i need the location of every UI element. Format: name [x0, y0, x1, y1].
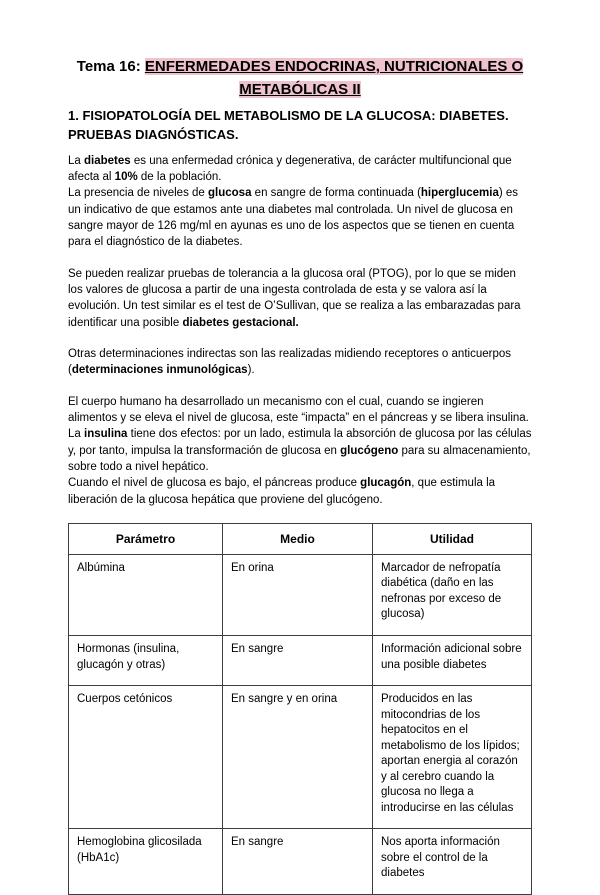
paragraph-block-intro: [68, 153, 532, 251]
text-run: , que estimula la liberación de la glucosa hepática que proviene del glucógeno.: [68, 477, 496, 506]
text-run: Se pueden realizar pruebas de tolerancia a la glucosa oral (PTOG), por lo que se miden los valores de glucosa a partir de una ingesta controlada de esta y se valora así la evolución. Un test similar es el test de O’Sullivan, que se realiza a las embarazadas para identificar una posible: [68, 267, 521, 329]
bold-text-run: glucosa: [208, 187, 252, 200]
table-header-medio: Medio: [223, 523, 373, 554]
paragraph-diabetes-definition: [68, 153, 532, 186]
text-run: en sangre de forma continuada (: [251, 187, 421, 200]
bold-text-run: 10%: [114, 171, 138, 184]
text-run: ) es un indicativo de que estamos ante una diabetes mal controlada. Un nivel de glucosa en sangre mayor de 126 mg/ml en ayunas es uno de los aspectos que se tienen en cuenta para el diagnóstico de la diabetes.: [68, 187, 519, 249]
table-header-row: [69, 523, 532, 554]
text-run: es una enfermedad crónica y degenerativa, de carácter multifuncional que afecta al: [68, 154, 512, 184]
parameters-table: [68, 523, 532, 895]
bold-text-run: diabetes: [84, 154, 131, 167]
text-run: Cuando el nivel de glucosa es bajo, el páncreas produce: [68, 477, 361, 490]
table-cell: En sangre: [223, 635, 373, 685]
paragraph-block-ptog: [68, 266, 532, 331]
page-title: [68, 56, 532, 101]
text-run: Otras determinaciones indirectas son las realizadas midiendo receptores o anticuerpos (: [68, 347, 511, 377]
table-cell: En sangre y en orina: [223, 686, 373, 829]
paragraph-glucagon: [68, 475, 532, 508]
table-cell: Hormonas (insulina, glucagón y otras): [69, 635, 223, 685]
paragraph-hiperglucemia: [68, 185, 532, 250]
paragraph-block-inmunologicas: [68, 346, 532, 379]
table-cell: Hemoglobina glicosilada (HbA1c): [69, 829, 223, 895]
text-run: para su almacenamiento, sobre todo a nivel hepático.: [68, 444, 531, 473]
text-run: de la población.: [137, 171, 222, 184]
table-row: [69, 554, 532, 635]
table-cell: En sangre: [223, 829, 373, 895]
bold-text-run: insulina: [84, 428, 128, 441]
table-header-utilidad: Utilidad: [373, 523, 532, 554]
title-prefix: Tema 16:: [76, 58, 145, 75]
text-run: La: [68, 154, 84, 167]
table-header-parametro: Parámetro: [69, 523, 223, 554]
table-cell: Marcador de nefropatía diabética (daño en las nefronas por exceso de glucosa): [373, 554, 532, 635]
table-cell: Producidos en las mitocondrias de los hepatocitos en el metabolismo de los lípidos; aportan energia al corazón y al cerebro cuando la glucosa no llega a introducirse en las células: [373, 686, 532, 829]
table-body: [69, 554, 532, 894]
table-cell: Cuerpos cetónicos: [69, 686, 223, 829]
bold-text-run: determinaciones inmunológicas: [71, 364, 248, 377]
table-row: [69, 829, 532, 895]
text-run: tiene dos efectos: por un lado, estimula la absorción de glucosa por las células y, por tanto, impulsa la transformación de glucosa en: [68, 428, 532, 457]
title-highlight: ENFERMEDADES ENDOCRINAS, NUTRICIONALES O METABÓLICAS II: [144, 58, 524, 98]
table-cell: Nos aporta información sobre el control de la diabetes: [373, 829, 532, 895]
table-row: [69, 686, 532, 829]
table-cell: Información adicional sobre una posible diabetes: [373, 635, 532, 685]
bold-text-run: glucógeno: [340, 444, 399, 457]
text-run: La presencia de niveles de: [68, 187, 209, 200]
paragraph-block-insulina-glucagon: [68, 394, 532, 508]
table-cell: En orina: [223, 554, 373, 635]
paragraph-inmunologicas: [68, 346, 532, 379]
paragraph-ptog: [68, 266, 532, 331]
table-cell: Albúmina: [69, 554, 223, 635]
bold-text-run: diabetes gestacional.: [182, 316, 299, 329]
bold-text-run: hiperglucemia: [420, 187, 499, 200]
table-row: [69, 635, 532, 685]
section-heading: 1. FISIOPATOLOGÍA DEL METABOLISMO DE LA GLUCOSA: DIABETES. PRUEBAS DIAGNÓSTICAS.: [68, 108, 509, 142]
paragraph-insulina: [68, 394, 532, 476]
text-run: El cuerpo humano ha desarrollado un mecanismo con el cual, cuando se ingieren alimentos y se eleva el nivel de glucosa, este “impacta” en el páncreas y se libera insulina. La: [68, 395, 529, 441]
text-run: ).: [247, 364, 255, 377]
bold-text-run: glucagón: [360, 477, 412, 490]
